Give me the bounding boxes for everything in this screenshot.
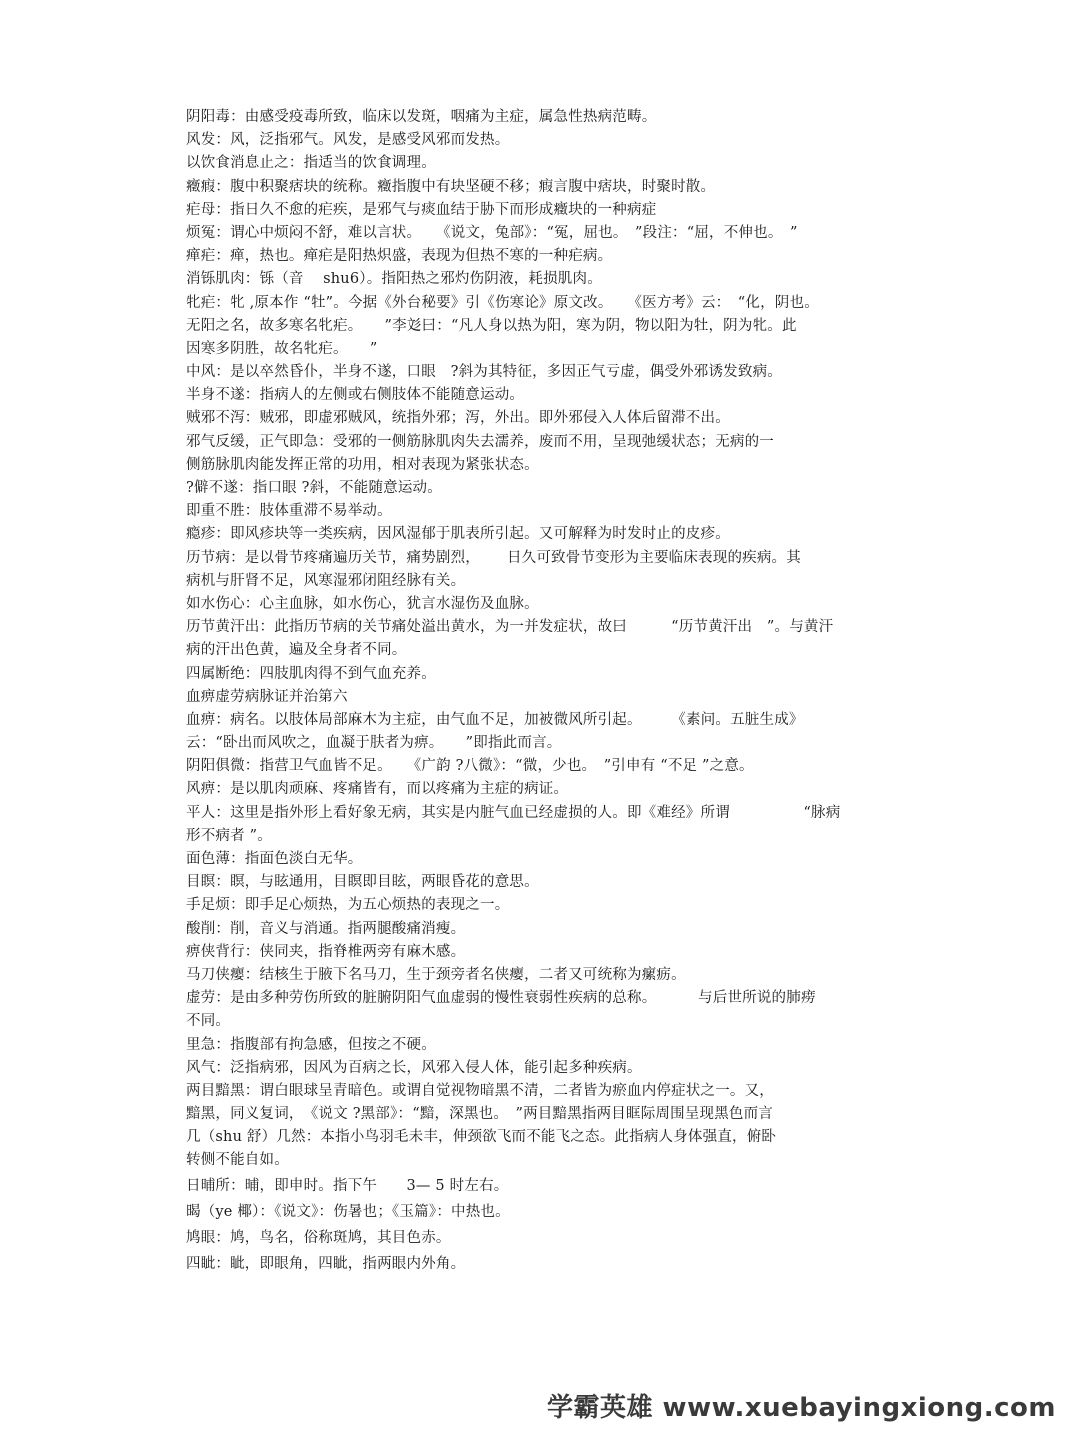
text-line: 两目黯黑：谓白眼球呈青暗色。或谓自觉视物暗黑不清，二者皆为瘀血内停症状之一。又， bbox=[186, 1082, 774, 1099]
text-line: 癥瘕：腹中积聚痞块的统称。癥指腹中有块坚硬不移；瘕言腹中痞块，时聚时散。 bbox=[186, 178, 716, 195]
text-line: 血痹虚劳病脉证并治第六 bbox=[186, 688, 348, 705]
text-line: 转侧不能自如。 bbox=[186, 1152, 289, 1169]
text-line: ?僻不遂：指口眼 ?斜，不能随意运动。 bbox=[186, 480, 442, 496]
text-line: 历节黄汗出：此指历节病的关节痛处溢出黄水，为一并发症状，故曰 “历节黄汗出 ”。与黄汗 bbox=[186, 619, 834, 636]
text-line: 日晡所：晡，即申时。指下午 3— 5 时左右。 bbox=[186, 1177, 509, 1194]
text-line: 黯黑，同义复词， 《说文 ?黑部》：“黯，深黑也。 ”两目黯黑指两目眶际周围呈现黑色而言 bbox=[186, 1106, 774, 1123]
text-line: 不同。 bbox=[186, 1013, 231, 1030]
text-line: 阴阳俱微：指营卫气血皆不足。 《广韵 ?八微》：“微，少也。 ”引申有 “不足 ”之意。 bbox=[186, 758, 754, 775]
text-line: 病的汗出色黄，遍及全身者不同。 bbox=[186, 642, 407, 659]
text-line: 疟母：指日久不愈的疟疾，是邪气与痰血结于胁下而形成癥块的一种病症 bbox=[186, 201, 657, 218]
text-line: 中风：是以卒然昏仆，半身不遂，口眼 ?斜为其特征，多因正气亏虚，偶受外邪诱发致病。 bbox=[186, 364, 782, 381]
text-line: 即重不胜：肢体重滞不易举动。 bbox=[186, 503, 392, 520]
text-line: 平人：这里是指外形上看好象无病，其实是内脏气血已经虚损的人。即《难经》所谓 “脉病 bbox=[186, 804, 841, 821]
text-line: 贼邪不泻：贼邪，即虚邪贼风，统指外邪；泻，外出。即外邪侵入人体后留滞不出。 bbox=[186, 410, 730, 427]
text-line: 手足烦：即手足心烦热，为五心烦热的表现之一。 bbox=[186, 897, 510, 914]
text-line: 风痹：是以肌肉顽麻、疼痛皆有，而以疼痛为主症的病证。 bbox=[186, 781, 569, 798]
text-line: 瘾疹：即风疹块等一类疾病，因风湿郁于肌表所引起。又可解释为时发时止的皮疹。 bbox=[186, 526, 730, 543]
text-line: 瘅疟：瘅，热也。瘅疟是阳热炽盛，表现为但热不寒的一种疟病。 bbox=[186, 248, 613, 265]
text-line: 牝疟：牝 ,原本作 “牡”。今据《外台秘要》引《伤寒论》原文改。 《医方考》云： “化，阴也。 bbox=[186, 294, 819, 311]
text-line: 烦冤：谓心中烦闷不舒，难以言状。 《说文，兔部》：“冤，屈也。 ”段注：“屈，不伸也。 ” bbox=[186, 224, 798, 241]
text-line: 酸削：削，音义与消通。指两腿酸痛消瘦。 bbox=[186, 920, 466, 937]
text-line: 目瞑：瞑，与眩通用，目瞑即目眩，两眼昏花的意思。 bbox=[186, 874, 539, 891]
text-line: 消铄肌肉：铄（音 shu6）。指阳热之邪灼伤阴液，耗损肌肉。 bbox=[186, 271, 602, 288]
text-line: 四眦：眦，即眼角，四眦，指两眼内外角。 bbox=[186, 1255, 466, 1272]
text-line: 面色薄：指面色淡白无华。 bbox=[186, 851, 363, 867]
text-line: 历节病：是以骨节疼痛遍历关节，痛势剧烈， 日久可致骨节变形为主要临床表现的疾病。其 bbox=[186, 549, 801, 566]
text-line: 以饮食消息止之：指适当的饮食调理。 bbox=[186, 155, 436, 172]
text-line: 病机与肝肾不足，风寒湿邪闭阻经脉有关。 bbox=[186, 572, 466, 589]
text-line: 几（shu 舒）几然：本指小鸟羽毛未丰，伸颈欲飞而不能飞之态。此指病人身体强直，俯卧 bbox=[186, 1129, 777, 1146]
text-line: 虚劳：是由多种劳伤所致的脏腑阴阳气血虚弱的慢性衰弱性疾病的总称。 与后世所说的肺痨 bbox=[186, 990, 816, 1007]
document-body bbox=[186, 106, 906, 1277]
text-line: 痹侠背行：侠同夹，指脊椎两旁有麻木感。 bbox=[186, 943, 466, 960]
text-line: 四属断绝：四肢肌肉得不到气血充养。 bbox=[186, 665, 436, 682]
text-line: 无阳之名，故多寒名牝疟。 ”李彣曰：“凡人身以热为阳，寒为阴，物以阳为牡，阴为牝。此 bbox=[186, 317, 797, 334]
text-line: 暍（ye 椰）：《说文》：伤暑也；《玉篇》：中热也。 bbox=[186, 1203, 510, 1220]
text-line: 马刀侠瘿：结核生于腋下名马刀，生于颈旁者名侠瘿，二者又可统称为瘰疬。 bbox=[186, 966, 686, 983]
text-line: 形不病者 ”。 bbox=[186, 827, 272, 844]
text-line: 云：“卧出而风吹之，血凝于肤者为痹。 ”即指此而言。 bbox=[186, 735, 562, 752]
watermark: 学霸英雄 www.xuebayingxiong.com bbox=[547, 1393, 1056, 1423]
text-line: 因寒多阴胜，故名牝疟。 ” bbox=[186, 340, 378, 357]
text-line: 侧筋脉肌肉能发挥正常的功用，相对表现为紧张状态。 bbox=[186, 456, 539, 473]
text-line: 半身不遂：指病人的左侧或右侧肢体不能随意运动。 bbox=[186, 387, 525, 404]
text-line: 血痹：病名。以肢体局部麻木为主症，由气血不足，加被微风所引起。 《素问。五脏生成》 bbox=[186, 711, 804, 728]
text-line: 邪气反缓，正气即急：受邪的一侧筋脉肌肉失去濡养，废而不用，呈现弛缓状态；无病的一 bbox=[186, 433, 774, 450]
text-line: 阴阳毒：由感受疫毒所致，临床以发斑，咽痛为主症，属急性热病范畴。 bbox=[186, 109, 657, 125]
text-line: 鸠眼：鸠，鸟名，俗称斑鸠，其目色赤。 bbox=[186, 1229, 451, 1246]
text-line: 风发：风，泛指邪气。风发，是感受风邪而发热。 bbox=[186, 132, 510, 149]
text-line: 如水伤心：心主血脉，如水伤心，犹言水湿伤及血脉。 bbox=[186, 595, 539, 612]
text-line: 风气：泛指病邪，因风为百病之长，风邪入侵人体，能引起多种疾病。 bbox=[186, 1059, 642, 1076]
text-line: 里急：指腹部有拘急感，但按之不硬。 bbox=[186, 1036, 436, 1053]
